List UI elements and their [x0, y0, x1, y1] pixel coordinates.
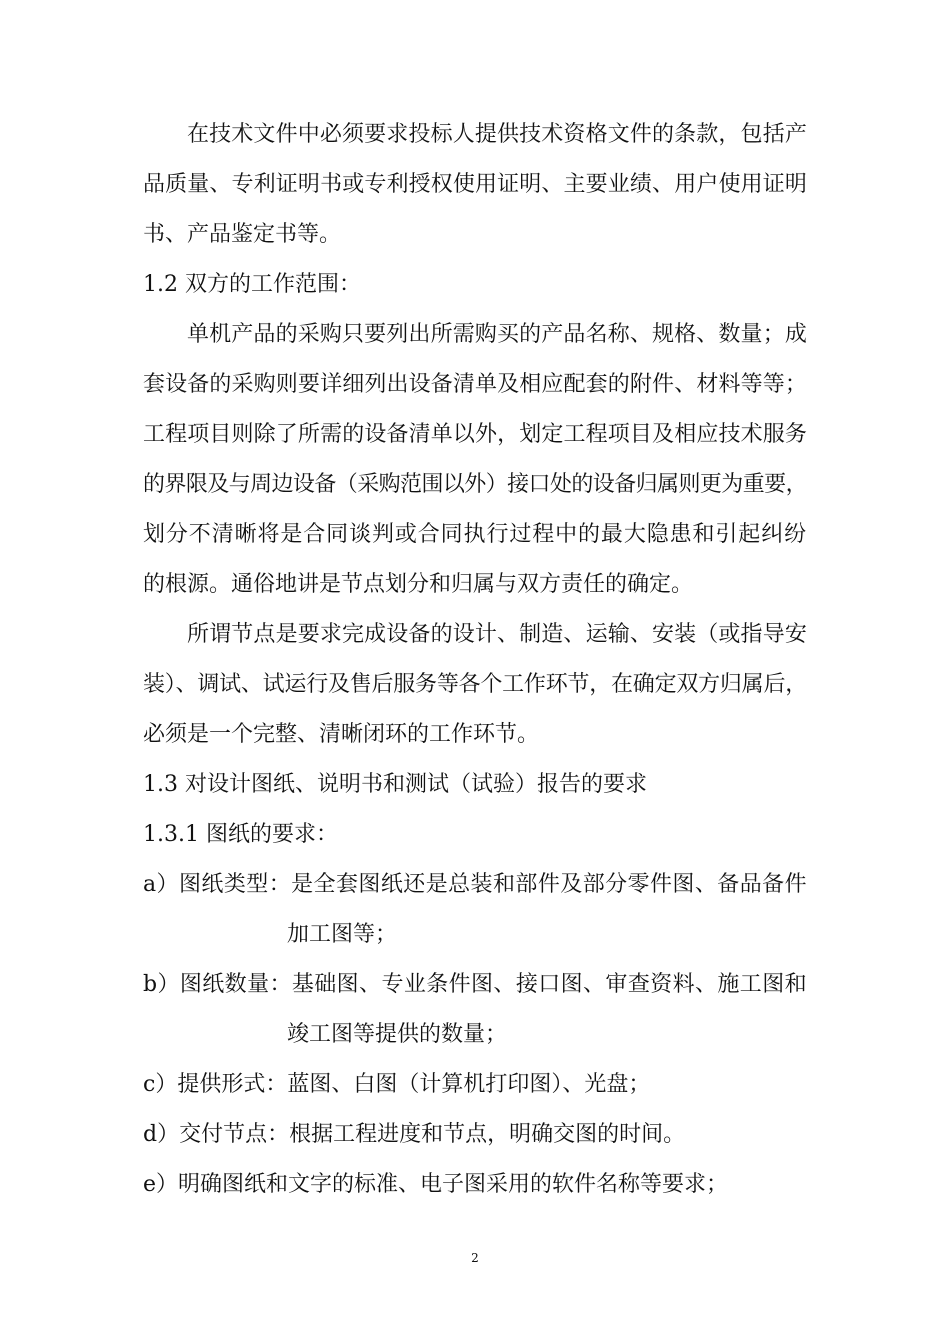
- section-heading-1-2: 1.2 双方的工作范围：: [143, 272, 361, 297]
- paragraph-line: 必须是一个完整、清晰闭环的工作环节。: [143, 722, 540, 747]
- paragraph-line: 的界限及与周边设备（采购范围以外）接口处的设备归属则更为重要，: [143, 472, 807, 497]
- paragraph-line: 在技术文件中必须要求投标人提供技术资格文件的条款，包括产: [187, 122, 807, 147]
- paragraph-line: 的根源。通俗地讲是节点划分和归属与双方责任的确定。: [143, 572, 694, 597]
- section-heading-1-3: 1.3 对设计图纸、说明书和测试（试验）报告的要求: [143, 772, 647, 797]
- paragraph-line: 套设备的采购则要详细列出设备清单及相应配套的附件、材料等等；: [143, 372, 807, 397]
- section-heading-1-3-1: 1.3.1 图纸的要求：: [143, 822, 338, 847]
- list-item-a: a）图纸类型：是全套图纸还是总装和部件及部分零件图、备品备件: [143, 872, 807, 897]
- paragraph-line: 单机产品的采购只要列出所需购买的产品名称、规格、数量；成: [187, 322, 807, 347]
- paragraph-line: 装）、调试、试运行及售后服务等各个工作环节，在确定双方归属后，: [143, 672, 807, 697]
- list-item-b-continuation: 竣工图等提供的数量；: [287, 1022, 508, 1047]
- paragraph-line: 所谓节点是要求完成设备的设计、制造、运输、安装（或指导安: [187, 622, 807, 647]
- page-number: 2: [471, 1251, 479, 1265]
- list-item-a-continuation: 加工图等；: [287, 922, 398, 947]
- paragraph-line: 工程项目则除了所需的设备清单以外，划定工程项目及相应技术服务: [143, 422, 807, 447]
- paragraph-line: 书、产品鉴定书等。: [143, 222, 342, 247]
- paragraph-line: 划分不清晰将是合同谈判或合同执行过程中的最大隐患和引起纠纷: [143, 522, 807, 547]
- list-item-b: b）图纸数量：基础图、专业条件图、接口图、审查资料、施工图和: [143, 972, 807, 997]
- list-item-e: e）明确图纸和文字的标准、电子图采用的软件名称等要求；: [143, 1172, 729, 1197]
- list-item-d: d）交付节点：根据工程进度和节点，明确交图的时间。: [143, 1122, 686, 1147]
- list-item-c: c）提供形式：蓝图、白图（计算机打印图）、光盘；: [143, 1072, 651, 1097]
- paragraph-line: 品质量、专利证明书或专利授权使用证明、主要业绩、用户使用证明: [143, 172, 807, 197]
